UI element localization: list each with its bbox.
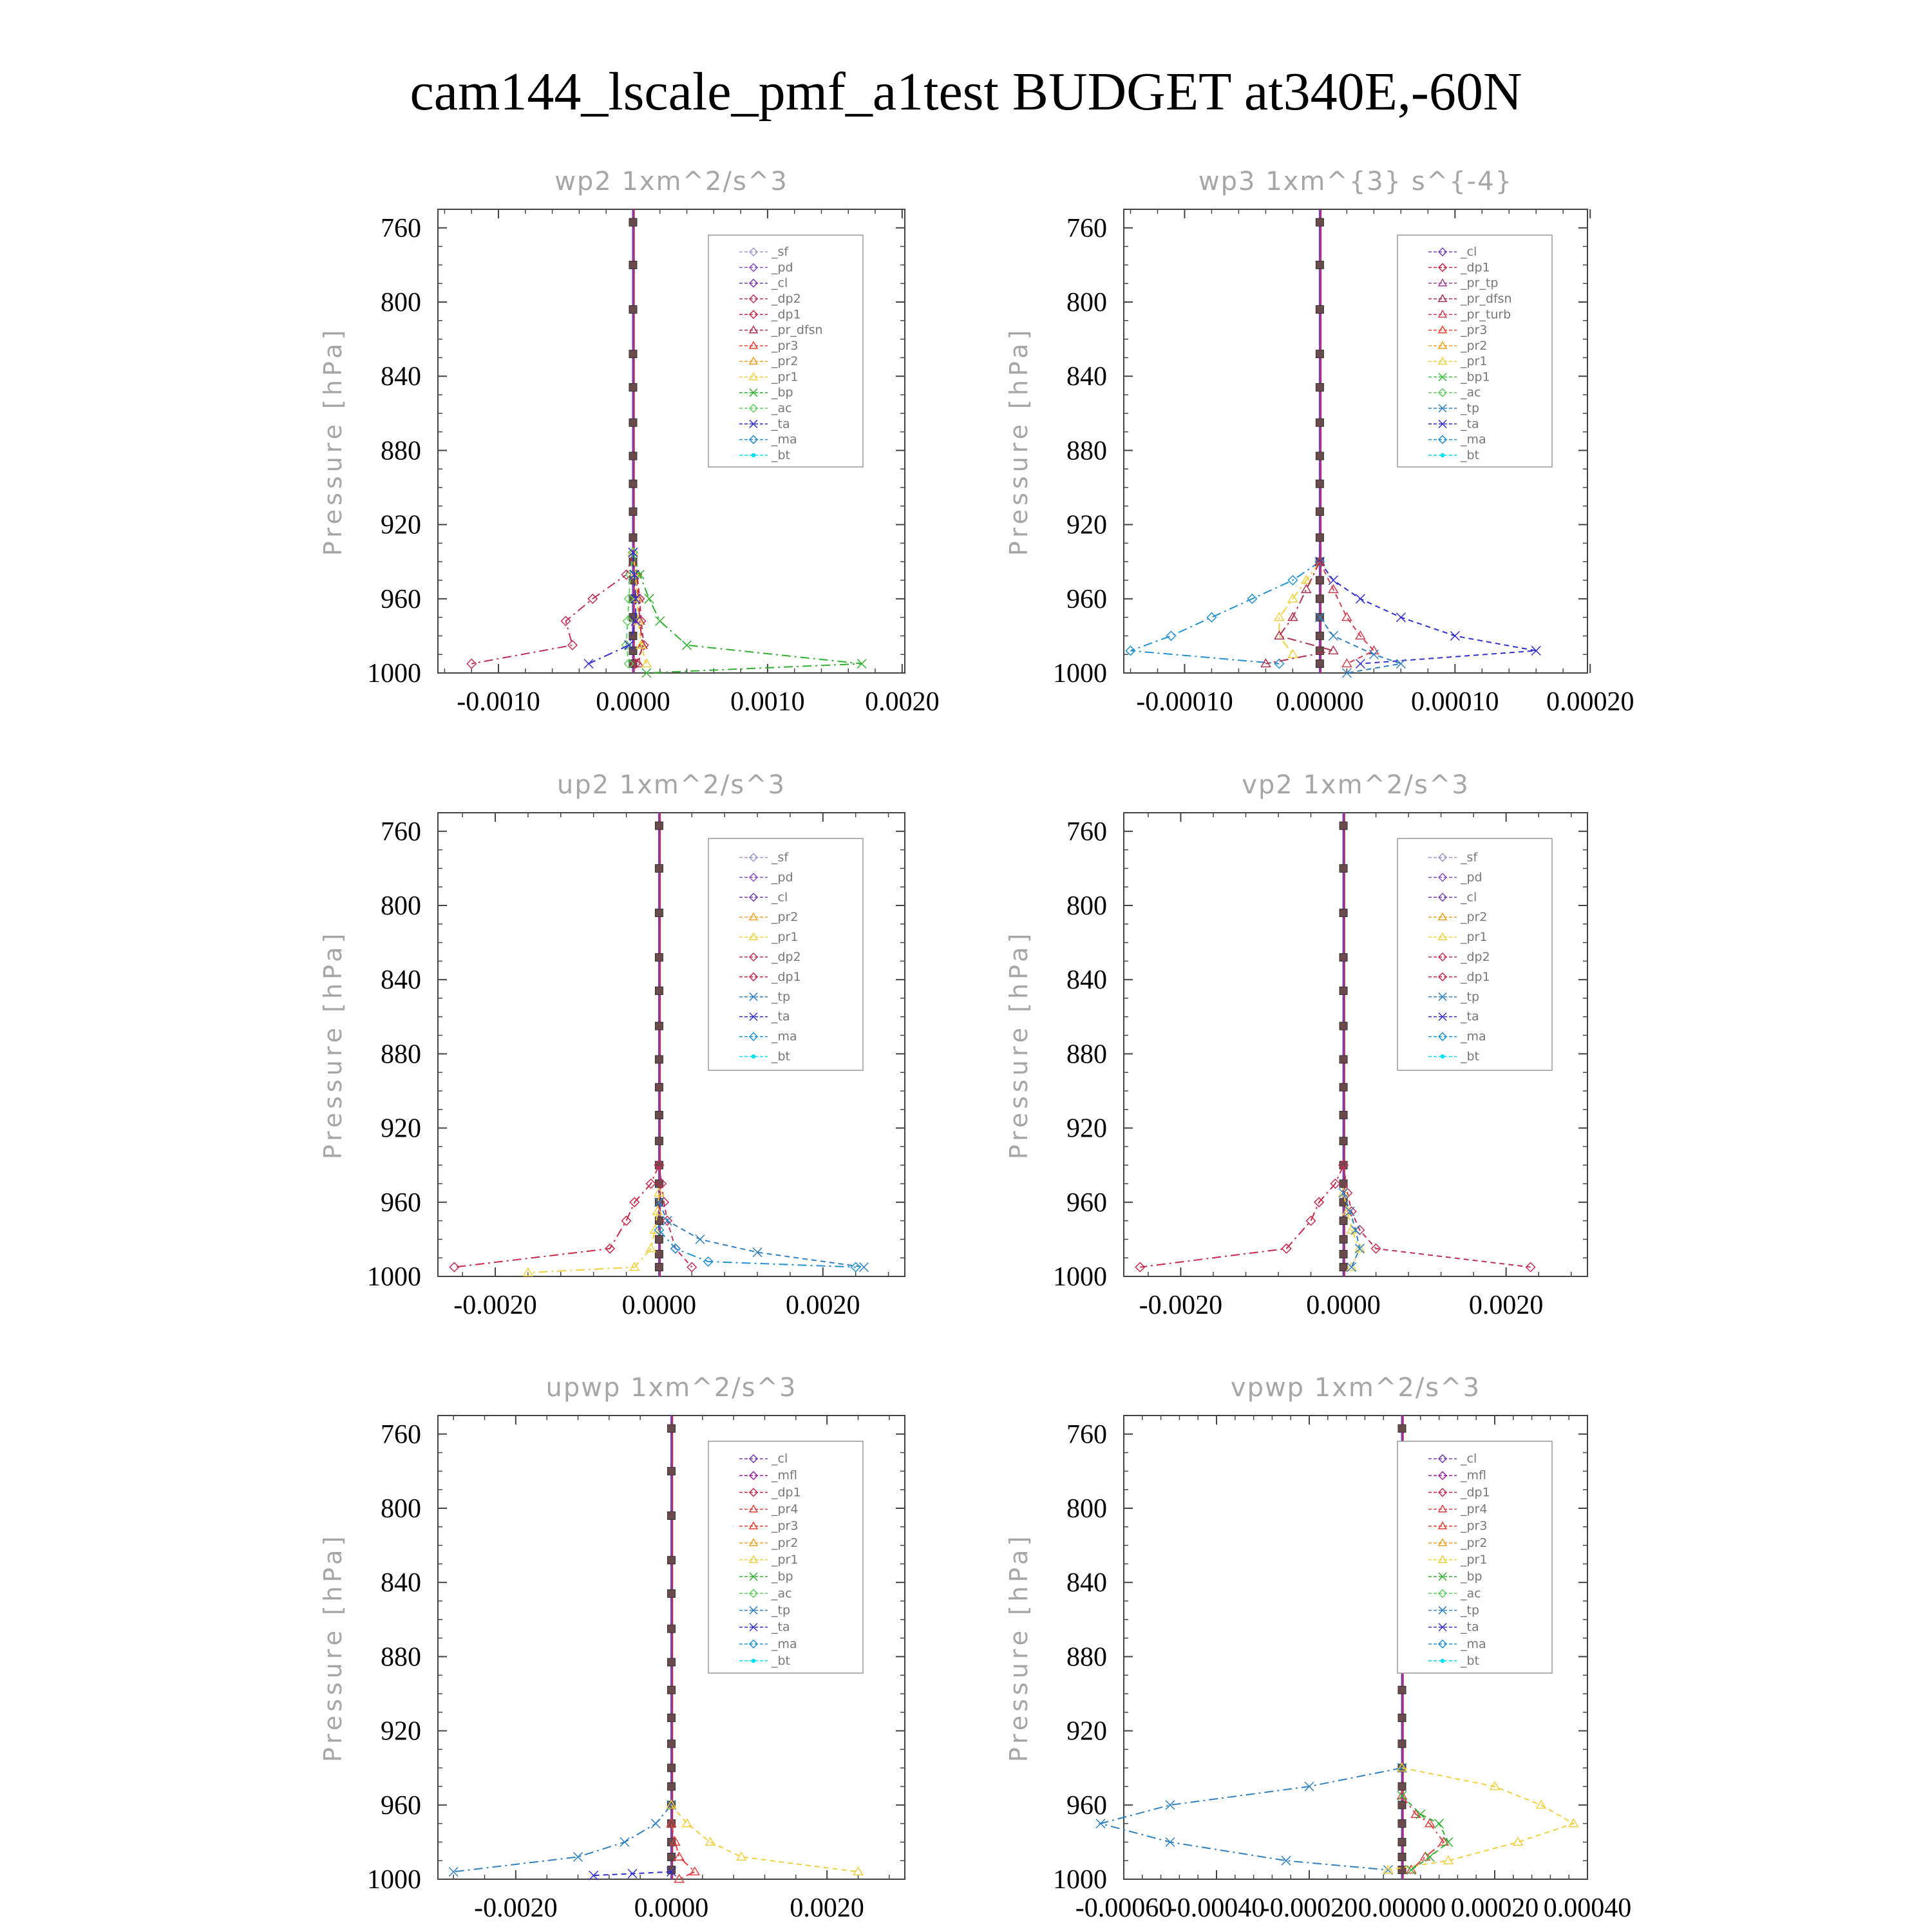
y-tick-label: 1000 <box>367 1262 421 1292</box>
legend-label: _pr4 <box>1461 1502 1488 1517</box>
series-point-bp <box>1435 1819 1444 1828</box>
legend-label: _ta <box>772 1009 790 1024</box>
legend-label: _pr1 <box>1461 1553 1488 1567</box>
x-tick-label: -0.0020 <box>474 1893 558 1923</box>
y-tick-label: 960 <box>1066 1790 1107 1821</box>
x-tick-label: 0.0000 <box>1306 1291 1381 1320</box>
y-axis-label: Pressure [hPa] <box>1005 326 1033 556</box>
legend-label: _ac <box>772 401 792 415</box>
legend-label: _pr2 <box>1461 1535 1488 1550</box>
series-point-dp1 <box>622 1217 631 1226</box>
zero-profile-marker <box>1340 1217 1347 1225</box>
legend-label: _ma <box>772 1029 797 1044</box>
zero-profile-marker <box>1316 306 1323 314</box>
y-tick-label: 1000 <box>1053 659 1107 688</box>
x-tick-label: 0.0000 <box>634 1893 709 1923</box>
zero-profile-marker <box>668 1557 676 1564</box>
zero-profile-marker <box>1340 1111 1347 1119</box>
y-tick-label: 960 <box>381 1188 421 1218</box>
series-line-tp <box>1320 618 1401 673</box>
series-point-ta <box>1356 659 1365 668</box>
x-tick-label: 0.00000 <box>1358 1893 1446 1923</box>
zero-profile-marker <box>1398 1686 1406 1694</box>
chart-panel-6 <box>1005 1373 1631 1923</box>
x-tick-label: -0.00060 <box>1075 1893 1173 1923</box>
legend-label: _tp <box>1461 989 1480 1004</box>
series-point-tp <box>663 1217 672 1226</box>
legend-label: _dp1 <box>1461 1485 1490 1500</box>
legend-label: _ma <box>772 432 797 447</box>
zero-profile-marker <box>668 1740 676 1748</box>
legend-label: _tp <box>772 1603 791 1618</box>
zero-profile-marker <box>629 306 637 314</box>
series-line-pr1 <box>528 1193 659 1273</box>
legend-marker <box>752 1054 756 1059</box>
legend-label: _ac <box>1461 1586 1481 1601</box>
series-line-bp <box>1402 1795 1448 1870</box>
y-tick-label: 960 <box>381 584 421 614</box>
legend-label: _ma <box>1461 1636 1486 1651</box>
zero-profile-marker <box>668 1658 676 1666</box>
legend-label: _dp1 <box>772 969 801 984</box>
zero-profile-marker <box>668 1686 676 1694</box>
series-line-tp <box>1101 1768 1402 1870</box>
series-point-ta <box>1396 613 1405 622</box>
y-tick-label: 840 <box>1066 1568 1107 1598</box>
series-point-dp2 <box>568 641 577 650</box>
y-tick-label: 1000 <box>367 1865 421 1895</box>
zero-profile-marker <box>1316 507 1323 515</box>
y-tick-label: 760 <box>381 1419 421 1450</box>
zero-profile-marker <box>1340 1235 1347 1243</box>
legend-label: _bp1 <box>1461 370 1490 384</box>
zero-profile-marker <box>668 1512 676 1520</box>
legend-label: _cl <box>772 890 788 905</box>
zero-profile-marker <box>655 1235 663 1243</box>
series-line-pr1 <box>672 1805 858 1872</box>
series-line-dp2 <box>659 1165 692 1267</box>
series-point-ma <box>1207 613 1216 622</box>
series-point-ta <box>1329 576 1338 585</box>
legend-label: _sf <box>772 850 789 865</box>
zero-profile-marker <box>655 822 663 829</box>
y-tick-label: 840 <box>381 1568 421 1598</box>
x-tick-label: -0.00020 <box>1260 1893 1358 1923</box>
y-axis-label: Pressure [hPa] <box>319 326 347 556</box>
y-tick-label: 880 <box>381 1039 421 1070</box>
legend-label: _pr2 <box>1461 910 1488 925</box>
chart-panels <box>319 167 1634 1923</box>
zero-profile-marker <box>1398 1801 1406 1809</box>
legend-label: _pr_tp <box>1461 276 1499 290</box>
x-tick-label: -0.00040 <box>1168 1893 1265 1923</box>
zero-profile-marker <box>1340 1022 1347 1030</box>
zero-profile-marker <box>655 1250 663 1258</box>
y-axis-label: Pressure [hPa] <box>1005 1532 1033 1763</box>
zero-profile-marker <box>1316 452 1323 460</box>
legend-marker <box>752 1659 756 1663</box>
legend-label: _ma <box>772 1636 797 1651</box>
y-tick-label: 840 <box>1066 362 1107 392</box>
series-point-tp <box>1369 650 1378 659</box>
panel-title: upwp 1xm^2/s^3 <box>545 1373 797 1403</box>
y-axis-label: Pressure [hPa] <box>319 1532 347 1763</box>
zero-profile-marker <box>629 507 637 515</box>
zero-profile-marker <box>1316 218 1323 226</box>
series-point-bp <box>656 616 665 625</box>
series-line-dp2 <box>471 553 633 664</box>
legend-label: _mfl <box>772 1468 797 1483</box>
zero-profile-marker <box>629 452 637 460</box>
zero-profile-marker <box>655 1083 663 1091</box>
series-line-dp2 <box>1343 1165 1531 1267</box>
zero-profile-marker <box>655 1137 663 1145</box>
x-tick-label: 0.0000 <box>621 1291 697 1320</box>
series-line-tp <box>659 1202 864 1267</box>
series-line-bp <box>633 553 862 673</box>
zero-profile-marker <box>655 1111 663 1119</box>
series-point-pr_turb <box>1342 613 1351 621</box>
legend-label: _pr2 <box>772 354 799 369</box>
legend-label: _pr2 <box>772 1535 799 1550</box>
zero-profile-marker <box>1340 1264 1347 1271</box>
series-point-pr1 <box>647 1244 656 1252</box>
y-tick-label: 1000 <box>1053 1865 1107 1895</box>
zero-profile-marker <box>1340 909 1347 917</box>
y-axis-label: Pressure [hPa] <box>1005 929 1033 1160</box>
series-line-ma <box>659 1230 855 1267</box>
zero-profile-marker <box>655 909 663 917</box>
zero-profile-marker <box>1316 660 1323 668</box>
zero-profile-marker <box>629 350 637 358</box>
legend-label: _cl <box>772 276 788 290</box>
zero-profile-marker <box>668 1866 676 1874</box>
zero-profile-marker <box>1340 864 1347 872</box>
y-tick-label: 840 <box>381 965 421 996</box>
legend-label: _dp1 <box>772 307 801 322</box>
y-tick-label: 800 <box>381 891 421 921</box>
x-tick-label: 0.00000 <box>1276 687 1364 717</box>
series-point-ta <box>1450 631 1459 640</box>
zero-profile-marker <box>1316 632 1323 639</box>
series-point-ta <box>1356 594 1365 603</box>
series-point-bp <box>645 594 654 603</box>
series-point-pr1 <box>737 1852 746 1860</box>
legend-label: _bt <box>1461 1049 1480 1064</box>
legend-label: _pr2 <box>1461 338 1488 353</box>
y-tick-label: 800 <box>1066 288 1107 317</box>
zero-profile-marker <box>629 261 637 269</box>
legend-label: _ac <box>772 1586 792 1601</box>
x-tick-label: -0.0020 <box>453 1291 537 1320</box>
zero-profile-marker <box>629 383 637 391</box>
legend-label: _sf <box>772 245 789 260</box>
legend-marker <box>1441 1659 1445 1663</box>
legend-label: _dp1 <box>1461 969 1490 984</box>
legend-label: _bt <box>772 1049 791 1064</box>
zero-profile-marker <box>1316 534 1323 542</box>
zero-profile-marker <box>629 632 637 639</box>
zero-profile-marker <box>1340 1056 1347 1063</box>
x-tick-label: 0.0020 <box>790 1893 864 1923</box>
x-tick-label: 0.00020 <box>1546 687 1634 717</box>
zero-profile-marker <box>1316 419 1323 426</box>
legend-label: _ta <box>1461 1620 1479 1634</box>
series-line-ta <box>1320 562 1536 663</box>
legend-label: _sf <box>1461 850 1478 865</box>
zero-profile-marker <box>1340 954 1347 961</box>
legend-label: _tp <box>1461 1603 1480 1618</box>
chart-panel-1 <box>319 167 940 717</box>
zero-profile-marker <box>655 1264 663 1271</box>
legend-label: _pr_dfsn <box>772 323 823 337</box>
zero-profile-marker <box>668 1764 676 1772</box>
series-point-pr4 <box>675 1852 684 1860</box>
legend-label: _pr3 <box>772 1519 799 1533</box>
zero-profile-marker <box>1340 1250 1347 1258</box>
x-tick-label: 0.0020 <box>786 1291 860 1320</box>
legend-label: _pr3 <box>1461 323 1488 337</box>
zero-profile-marker <box>629 218 637 226</box>
series-line-pr4 <box>1402 1795 1444 1870</box>
x-tick-label: 0.0010 <box>730 687 805 717</box>
zero-profile-marker <box>668 1467 676 1475</box>
legend-label: _ta <box>1461 417 1479 431</box>
series-point-tp <box>620 1837 629 1846</box>
legend-label: _bp <box>772 385 793 400</box>
legend-label: _tp <box>772 989 791 1004</box>
zero-profile-marker <box>668 1425 676 1432</box>
zero-profile-marker <box>1316 480 1323 488</box>
y-tick-label: 760 <box>1066 817 1107 847</box>
x-tick-label: 0.00010 <box>1411 687 1499 717</box>
legend-label: _mfl <box>1461 1468 1486 1483</box>
x-tick-label: 0.00040 <box>1543 1893 1632 1923</box>
zero-profile-marker <box>1398 1425 1406 1432</box>
zero-profile-marker <box>1398 1838 1406 1846</box>
x-tick-label: 0.0020 <box>1468 1291 1544 1320</box>
series-point-pr_dfsn <box>1302 585 1311 592</box>
legend-label: _dp2 <box>1461 950 1490 964</box>
y-tick-label: 960 <box>1066 584 1107 614</box>
legend-label: _ta <box>772 1620 790 1634</box>
zero-profile-marker <box>655 987 663 994</box>
legend-label: _cl <box>1461 1452 1477 1466</box>
y-tick-label: 760 <box>381 213 421 243</box>
legend-label: _cl <box>1461 245 1477 260</box>
x-tick-label: -0.0010 <box>457 687 540 717</box>
legend-label: _pr2 <box>772 910 799 925</box>
y-tick-label: 1000 <box>1053 1262 1107 1292</box>
zero-profile-marker <box>629 534 637 542</box>
zero-profile-marker <box>668 1589 676 1597</box>
zero-profile-marker <box>1340 822 1347 829</box>
legend-label: _tp <box>1461 401 1480 415</box>
zero-profile-marker <box>668 1625 676 1633</box>
x-tick-label: 0.0020 <box>865 687 940 717</box>
zero-profile-marker <box>629 419 637 426</box>
y-tick-label: 1000 <box>367 659 421 688</box>
legend-label: _pr1 <box>1461 930 1488 945</box>
zero-profile-marker <box>1398 1783 1406 1790</box>
series-point-pr1 <box>1288 650 1297 658</box>
zero-profile-marker <box>668 1853 676 1861</box>
legend-label: _dp1 <box>772 1485 801 1500</box>
y-tick-label: 800 <box>381 1494 421 1524</box>
legend-label: _bp <box>772 1569 793 1584</box>
y-tick-label: 920 <box>381 510 421 540</box>
legend-label: _pr3 <box>772 338 799 353</box>
legend-label: _pd <box>1461 870 1482 885</box>
panel-title: wp3 1xm^{3} s^{-4} <box>1198 167 1513 196</box>
y-tick-label: 760 <box>381 817 421 847</box>
legend-label: _ma <box>1461 432 1486 447</box>
zero-profile-marker <box>1398 1820 1406 1828</box>
y-tick-label: 960 <box>381 1790 421 1821</box>
x-tick-label: 0.0000 <box>596 687 670 717</box>
legend-label: _ma <box>1461 1029 1486 1044</box>
series-line-dp1 <box>454 1165 659 1267</box>
zero-profile-marker <box>1316 383 1323 391</box>
chart-panel-4 <box>1005 770 1587 1320</box>
zero-profile-marker <box>629 480 637 488</box>
chart-panel-5 <box>319 1373 905 1923</box>
y-tick-label: 920 <box>1066 510 1107 540</box>
zero-profile-marker <box>1316 350 1323 358</box>
x-tick-label: -0.0020 <box>1139 1291 1223 1320</box>
y-tick-label: 880 <box>1066 1039 1107 1070</box>
legend-label: _pr_dfsn <box>1461 292 1512 306</box>
legend-label: _bt <box>772 448 791 462</box>
legend-label: _dp1 <box>1461 260 1490 275</box>
zero-profile-marker <box>1398 1853 1406 1861</box>
legend-label: _pd <box>772 260 793 275</box>
legend-label: _bt <box>1461 448 1480 462</box>
zero-profile-marker <box>655 864 663 872</box>
y-tick-label: 880 <box>1066 436 1107 466</box>
zero-profile-marker <box>655 1056 663 1063</box>
y-tick-label: 960 <box>1066 1188 1107 1218</box>
legend-label: _cl <box>772 1452 788 1466</box>
legend-marker <box>1441 453 1445 458</box>
series-point-ta <box>584 659 593 668</box>
legend-label: _pr1 <box>772 370 799 384</box>
x-tick-label: -0.00010 <box>1136 687 1233 717</box>
zero-profile-marker <box>668 1783 676 1790</box>
legend-label: _cl <box>1461 890 1477 905</box>
y-tick-label: 880 <box>381 436 421 466</box>
legend-label: _pr1 <box>772 1553 799 1567</box>
legend-label: _bt <box>772 1653 791 1668</box>
series-point-pr_turb <box>1342 659 1351 667</box>
y-tick-label: 880 <box>381 1642 421 1672</box>
zero-profile-marker <box>1340 1137 1347 1145</box>
y-tick-label: 920 <box>381 1113 421 1144</box>
series-line-pr1 <box>1388 1768 1573 1870</box>
zero-profile-marker <box>1398 1740 1406 1748</box>
legend-label: _pr1 <box>772 930 799 945</box>
zero-profile-marker <box>655 1022 663 1030</box>
zero-profile-marker <box>1316 576 1323 584</box>
series-point-tp <box>651 1819 660 1828</box>
zero-profile-marker <box>1340 1083 1347 1091</box>
series-line-dp1 <box>1140 1165 1343 1267</box>
zero-profile-marker <box>629 647 637 654</box>
y-axis-label: Pressure [hPa] <box>319 929 347 1160</box>
legend-marker <box>752 453 756 458</box>
legend-marker <box>1441 1054 1445 1059</box>
series-point-tp <box>1329 631 1338 640</box>
panel-title: wp2 1xm^2/s^3 <box>554 167 788 196</box>
legend-label: _bt <box>1461 1653 1480 1668</box>
y-tick-label: 920 <box>1066 1716 1107 1747</box>
y-tick-label: 800 <box>381 288 421 317</box>
zero-profile-marker <box>668 1714 676 1721</box>
legend-label: _ta <box>772 417 790 431</box>
panel-title: vp2 1xm^2/s^3 <box>1242 770 1470 800</box>
series-point-tp <box>696 1235 705 1244</box>
legend-label: _pr_turb <box>1461 307 1511 322</box>
y-tick-label: 840 <box>1066 965 1107 996</box>
x-tick-label: 0.00020 <box>1450 1893 1539 1923</box>
chart-panel-3 <box>319 770 905 1320</box>
figure-title: cam144_lscale_pmf_a1test BUDGET at340E,-60N <box>410 62 1522 122</box>
panel-title: vpwp 1xm^2/s^3 <box>1230 1373 1481 1403</box>
zero-profile-marker <box>1398 1714 1406 1721</box>
legend-label: _pd <box>772 870 793 885</box>
y-tick-label: 920 <box>1066 1113 1107 1144</box>
y-tick-label: 880 <box>1066 1642 1107 1672</box>
y-tick-label: 800 <box>1066 891 1107 921</box>
series-line-tp <box>453 1805 671 1872</box>
zero-profile-marker <box>1340 987 1347 994</box>
legend-label: _pr4 <box>772 1502 799 1517</box>
series-point-ta <box>628 1869 637 1878</box>
y-tick-label: 800 <box>1066 1494 1107 1524</box>
legend-label: _ac <box>1461 385 1481 400</box>
chart-panel-2 <box>1005 167 1634 717</box>
zero-profile-marker <box>1316 595 1323 603</box>
legend-label: _dp2 <box>772 292 801 306</box>
legend-label: _pr3 <box>1461 1519 1488 1533</box>
series-point-ma <box>1166 631 1175 640</box>
zero-profile-marker <box>1316 261 1323 269</box>
legend-label: _dp2 <box>772 950 801 964</box>
panel-title: up2 1xm^2/s^3 <box>556 770 786 800</box>
y-tick-label: 760 <box>1066 213 1107 243</box>
y-tick-label: 840 <box>381 362 421 392</box>
zero-profile-marker <box>655 954 663 961</box>
y-tick-label: 920 <box>381 1716 421 1747</box>
legend-label: _bp <box>1461 1569 1482 1584</box>
legend-label: _pr1 <box>1461 354 1488 369</box>
y-tick-label: 760 <box>1066 1419 1107 1450</box>
legend-label: _ta <box>1461 1009 1479 1024</box>
